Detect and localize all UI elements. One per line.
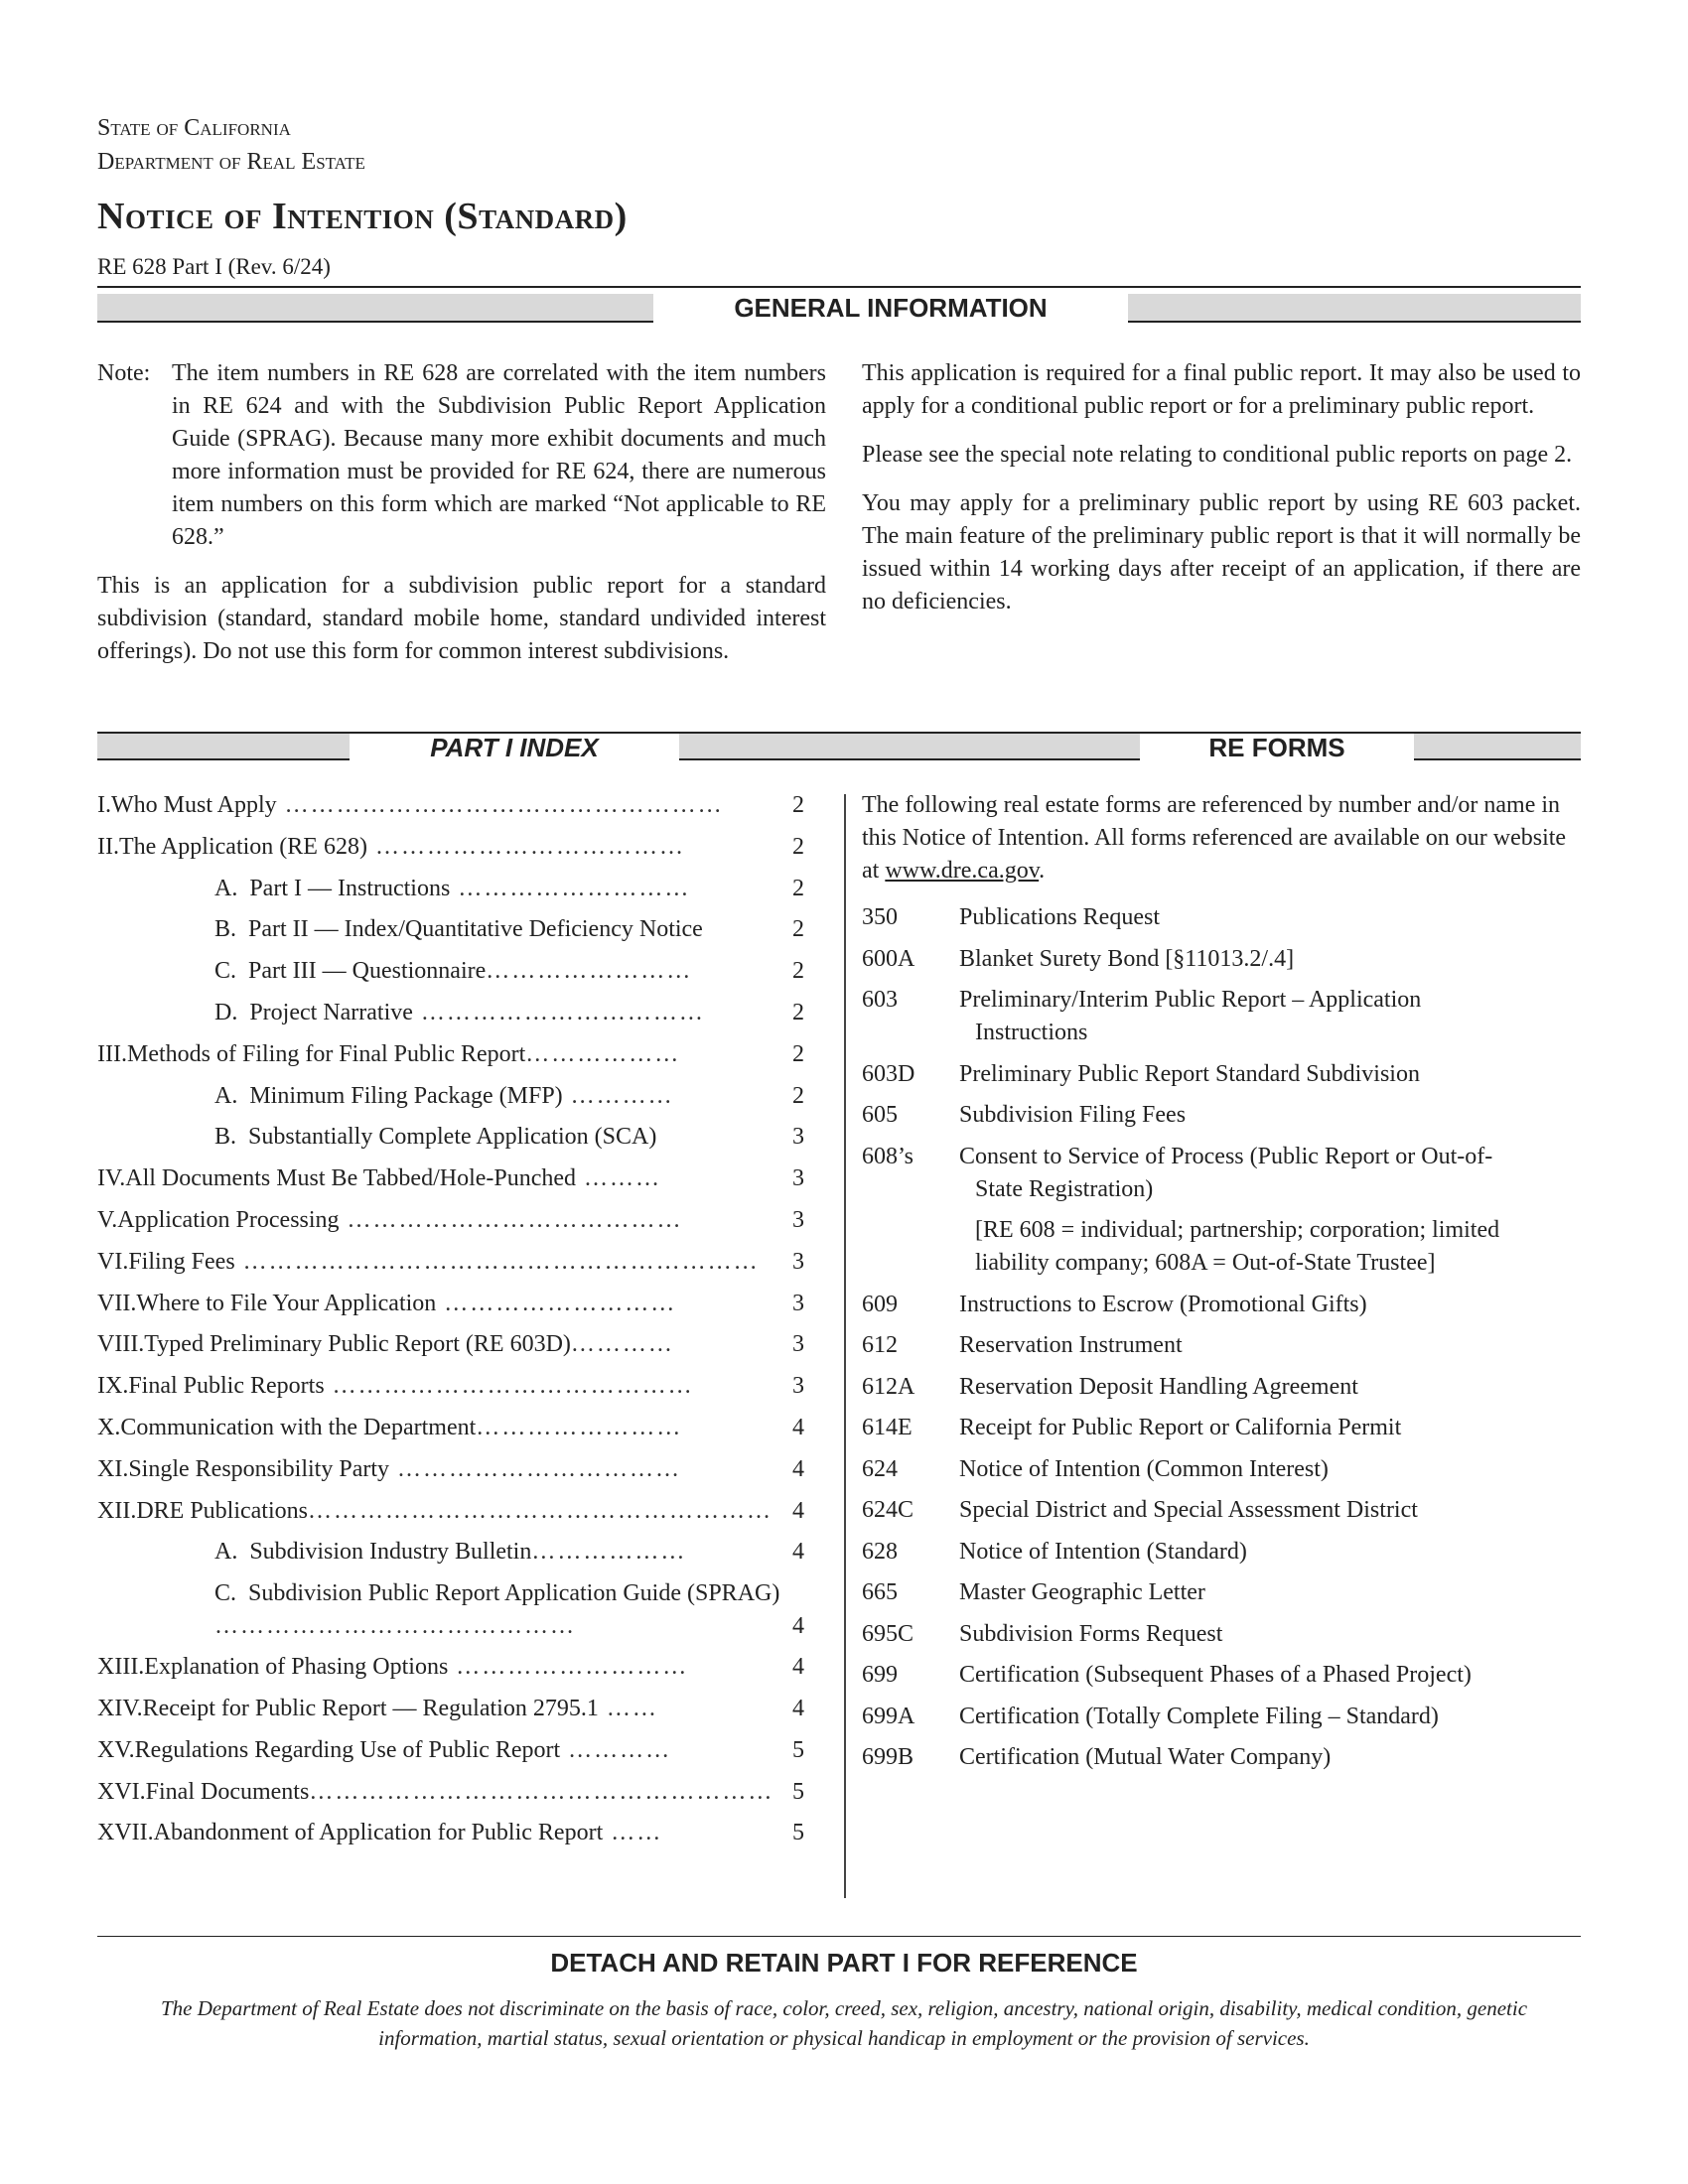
dre-website-link[interactable]: www.dre.ca.gov	[885, 858, 1040, 884]
index-item: VII.Where to File Your Application ……………………… 3	[97, 1290, 804, 1316]
index-item: IX.Final Public Reports …………………………………… 3	[97, 1373, 804, 1400]
index-forms-band	[97, 732, 1581, 760]
index-item: A. Subdivision Industry Bulletin……………… 4	[214, 1539, 804, 1566]
index-item: B. Part II — Index/Quantitative Deficiency Notice 2	[214, 916, 804, 943]
form-entry: 600A Blanket Surety Bond [§11013.2/.4]	[862, 945, 1295, 972]
index-item: VI.Filing Fees …………………………………………………… 3	[97, 1248, 804, 1275]
index-item: XVII.Abandonment of Application for Public Report …… 5	[97, 1820, 804, 1846]
form-entry: 603 Preliminary/Interim Public Report – Application Instructions	[862, 987, 1422, 1045]
note-block	[97, 357, 826, 554]
general-information-band	[97, 294, 1581, 323]
non-discrimination-disclaimer: The Department of Real Estate does not discriminate on the basis of race, color, creed, sex, religion, ancestry, national origin, disability, medical condition, genetic information, martial status, sexual orientation or physical handicap in employment or the provision of services.	[160, 1996, 1528, 2050]
re-forms-intro: The following real estate forms are referenced by number and/or name in this Notice of Intention. All forms referenced are available on our website at www.dre.ca.gov.	[862, 792, 1567, 884]
form-entry: 624 Notice of Intention (Common Interest)	[862, 1455, 1329, 1482]
form-entry: 614E Receipt for Public Report or California Permit	[862, 1415, 1402, 1440]
form-entry: 699A Certification (Totally Complete Filing – Standard)	[862, 1703, 1439, 1729]
index-item: X.Communication with the Department…………………… 4	[97, 1414, 804, 1440]
agency-name	[97, 111, 365, 179]
form-entry: 612 Reservation Instrument	[862, 1332, 1183, 1358]
index-item: XV.Regulations Regarding Use of Public Report ………… 5	[97, 1736, 804, 1763]
index-item: A. Part I — Instructions ……………………… 2	[214, 875, 804, 901]
index-item: D. Project Narrative …………………………… 2	[214, 999, 804, 1025]
form-entry: 350 Publications Request	[862, 904, 1160, 930]
form-entry: 608’s Consent to Service of Process (Public Report or Out-of- State Registration)	[862, 1143, 1493, 1202]
index-item: IV.All Documents Must Be Tabbed/Hole-Punched ……… 3	[97, 1165, 804, 1192]
index-item: XI.Single Responsibility Party …………………………… 4	[97, 1455, 804, 1482]
general-information-heading: GENERAL INFORMATION	[653, 294, 1128, 323]
index-item: B. Substantially Complete Application (SCA) 3	[214, 1124, 804, 1151]
index-item: XII.DRE Publications……………………………………………… 4	[97, 1497, 804, 1524]
note-text: The item numbers in RE 628 are correlated with the item numbers in RE 624 and with the Subdivision Public Report Application Guide (SPRAG). Because many more exhibit documents and much more information must be provided for RE 624, there are numerous item numbers on this form which are marked “Not applicable to RE 628.”	[172, 360, 826, 550]
application-description: This is an application for a subdivision public report for a standard subdivision (standard, standard mobile home, standard undivided interest offerings). Do not use this form for common interest subdivisions.	[97, 573, 826, 664]
index-item: XVI.Final Documents……………………………………………… 5	[97, 1778, 804, 1805]
note-label: Note:	[97, 360, 151, 386]
index-item: A. Minimum Filing Package (MFP) ………… 2	[214, 1082, 804, 1109]
part-i-index	[97, 789, 812, 1858]
form-entry: 699B Certification (Mutual Water Company)	[862, 1744, 1332, 1770]
re-forms-list	[862, 789, 1581, 1783]
index-item: II.The Application (RE 628) ……………………………… 2	[97, 833, 804, 860]
form-entry: 609 Instructions to Escrow (Promotional Gifts)	[862, 1291, 1367, 1317]
re-forms-heading: RE FORMS	[1140, 734, 1414, 762]
form-entry: 603D Preliminary Public Report Standard Subdivision	[862, 1060, 1420, 1087]
detach-notice: DETACH AND RETAIN PART I FOR REFERENCE	[550, 1948, 1138, 1978]
form-entry: 699 Certification (Subsequent Phases of a Phased Project)	[862, 1662, 1472, 1688]
index-item: XIV.Receipt for Public Report — Regulation 2795.1 …… 4	[97, 1695, 804, 1721]
form-title: Notice of Intention (Standard)	[97, 196, 628, 237]
general-info-right-column	[862, 357, 1581, 634]
form-number: RE 628 Part I (Rev. 6/24)	[97, 254, 331, 279]
index-item: C. Part III — Questionnaire…………………… 2	[214, 958, 804, 985]
preliminary-report-info: You may apply for a preliminary public report by using RE 603 packet. The main feature of the preliminary public report is that it will normally be issued within 14 working days after receipt of an application, if there are no deficiencies.	[862, 490, 1581, 614]
form-entry: 624C Special District and Special Assessment District	[862, 1497, 1418, 1523]
part-i-index-heading: PART I INDEX	[350, 734, 679, 762]
index-item: C. Subdivision Public Report Application Guide (SPRAG) …………………………………… 4	[214, 1580, 804, 1640]
final-report-requirement: This application is required for a final public report. It may also be used to apply for a conditional public report or for a preliminary public report.	[862, 360, 1581, 419]
column-divider	[844, 794, 846, 1898]
index-item: XIII.Explanation of Phasing Options ……………………… 4	[97, 1654, 804, 1681]
form-entry: 665 Master Geographic Letter	[862, 1579, 1205, 1605]
form-entry: 605 Subdivision Filing Fees	[862, 1102, 1187, 1128]
form-entry: 612A Reservation Deposit Handling Agreement	[862, 1373, 1358, 1400]
agency-line-state: State of California	[97, 115, 291, 141]
index-item: V.Application Processing ………………………………… 3	[97, 1206, 804, 1233]
footer-rule	[97, 1936, 1581, 1937]
conditional-report-note: Please see the special note relating to conditional public reports on page 2.	[862, 442, 1573, 468]
form-entry: 695C Subdivision Forms Request	[862, 1620, 1223, 1647]
index-item: III.Methods of Filing for Final Public Report……………… 2	[97, 1040, 804, 1067]
general-info-left-column	[97, 357, 826, 684]
index-item: I.Who Must Apply …………………………………………… 2	[97, 792, 804, 818]
header-rule	[97, 286, 1581, 288]
agency-line-department: Department of Real Estate	[97, 149, 365, 175]
form-entry-note: [RE 608 = individual; partnership; corporation; limited liability company; 608A = Out-of-State Trustee]	[975, 1217, 1500, 1276]
form-entry: 628 Notice of Intention (Standard)	[862, 1538, 1247, 1565]
index-item: VIII.Typed Preliminary Public Report (RE 603D)………… 3	[97, 1331, 804, 1358]
